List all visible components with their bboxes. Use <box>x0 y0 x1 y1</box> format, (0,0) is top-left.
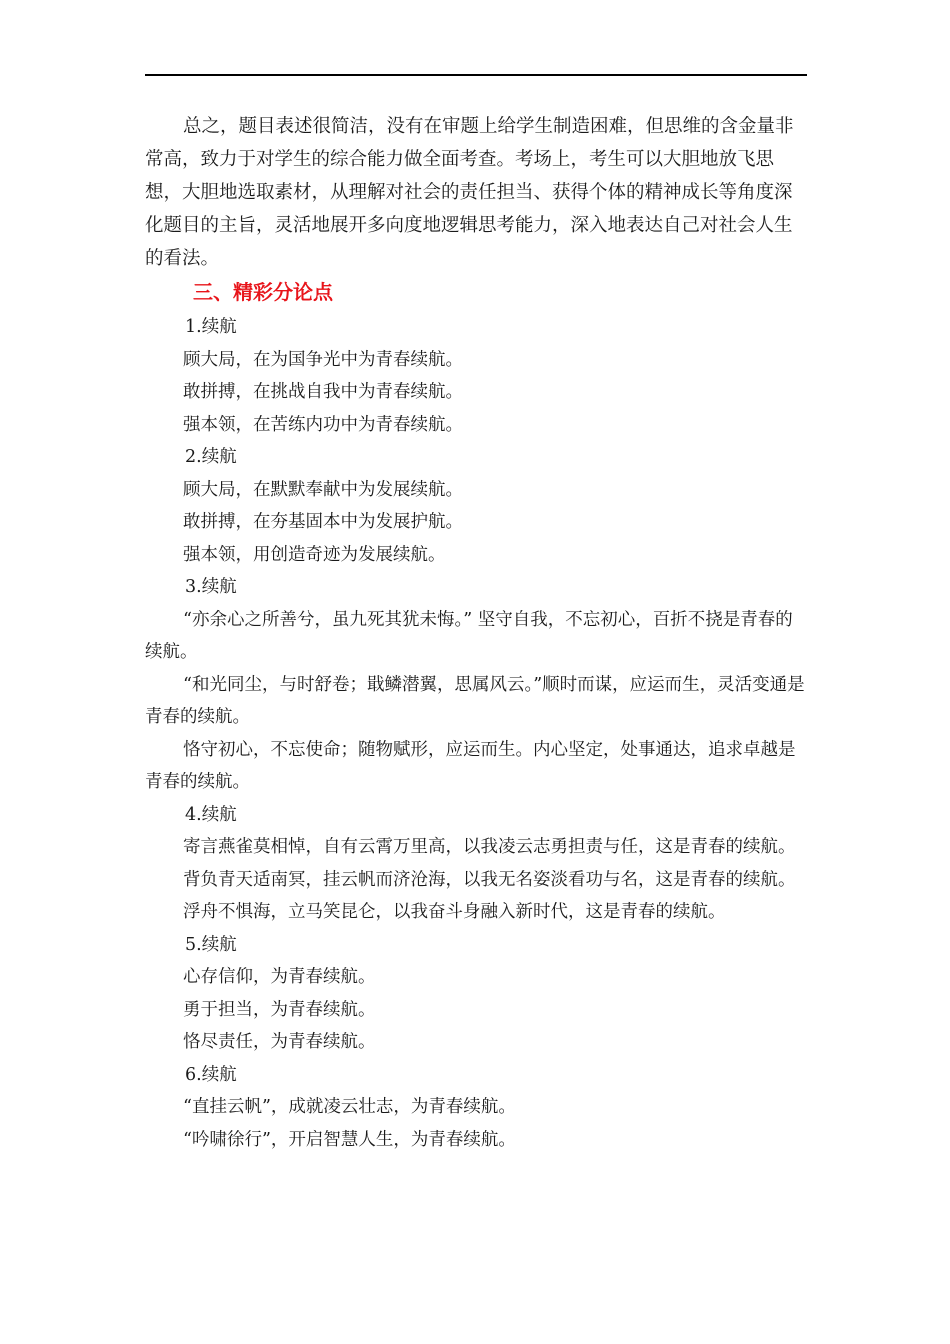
item-title: 1.续航 <box>185 317 237 337</box>
item-line: 恪尽责任，为青春续航。 <box>183 1032 376 1052</box>
item-title: 2.续航 <box>185 447 237 467</box>
item-line: “直挂云帆”，成就凌云壮志，为青春续航。 <box>183 1097 516 1117</box>
item-line: 勇于担当，为青春续航。 <box>183 999 376 1020</box>
item-2 <box>145 441 807 571</box>
item-line: 强本领，用创造奇迹为发展续航。 <box>183 544 446 565</box>
item-line: 顾大局，在默默奉献中为发展续航。 <box>183 479 463 500</box>
item-line: 敢拼搏，在挑战自我中为青春续航。 <box>183 382 463 402</box>
item-3 <box>145 571 807 799</box>
item-line: 心存信仰，为青春续航。 <box>183 967 376 987</box>
item-line: 敢拼搏，在夯基固本中为发展护航。 <box>183 512 463 532</box>
item-title: 5.续航 <box>185 934 237 955</box>
item-line: “吟啸徐行”，开启智慧人生，为青春续航。 <box>183 1129 516 1150</box>
item-paragraph: 寄言燕雀莫相悼，自有云霄万里高，以我凌云志勇担责与任，这是青春的续航。 <box>183 837 796 857</box>
item-4 <box>145 799 807 929</box>
item-title: 6.续航 <box>185 1064 237 1085</box>
item-6 <box>145 1059 807 1157</box>
item-1 <box>145 311 807 441</box>
item-title: 3.续航 <box>185 577 237 597</box>
header-rule <box>145 74 807 76</box>
item-paragraph: “和光同尘，与时舒卷；戢鳞潜翼，思属风云。”顺时而谋，应运而生，灵活变通是青春的续航。 <box>145 674 805 727</box>
document-body <box>145 110 807 1156</box>
item-paragraph: “亦余心之所善兮，虽九死其犹未悔。” 坚守自我，不忘初心，百折不挠是青春的续航。 <box>145 609 793 662</box>
item-5 <box>145 929 807 1059</box>
intro-paragraph: 总之，题目表述很简洁，没有在审题上给学生制造困难，但思维的含金量非常高，致力于对学生的综合能力做全面考查。考场上，考生可以大胆地放飞思想，大胆地选取素材，从理解对社会的责任担当、获得个体的精神成长等角度深化题目的主旨，灵活地展开多向度地逻辑思考能力，深入地表达自己对社会人生的看法。 <box>145 116 794 269</box>
section-heading: 三、精彩分论点 <box>193 280 333 304</box>
item-line: 顾大局，在为国争光中为青春续航。 <box>183 349 463 370</box>
item-title: 4.续航 <box>185 804 237 825</box>
item-paragraph: 背负青天适南冥，挂云帆而济沧海，以我无名姿淡看功与名，这是青春的续航。 <box>183 869 796 890</box>
item-paragraph: 浮舟不惧海，立马笑昆仑，以我奋斗身融入新时代，这是青春的续航。 <box>183 902 726 922</box>
item-line: 强本领，在苦练内功中为青春续航。 <box>183 414 463 435</box>
item-paragraph: 恪守初心，不忘使命；随物赋形，应运而生。内心坚定，处事通达，追求卓越是青春的续航。 <box>145 739 796 792</box>
